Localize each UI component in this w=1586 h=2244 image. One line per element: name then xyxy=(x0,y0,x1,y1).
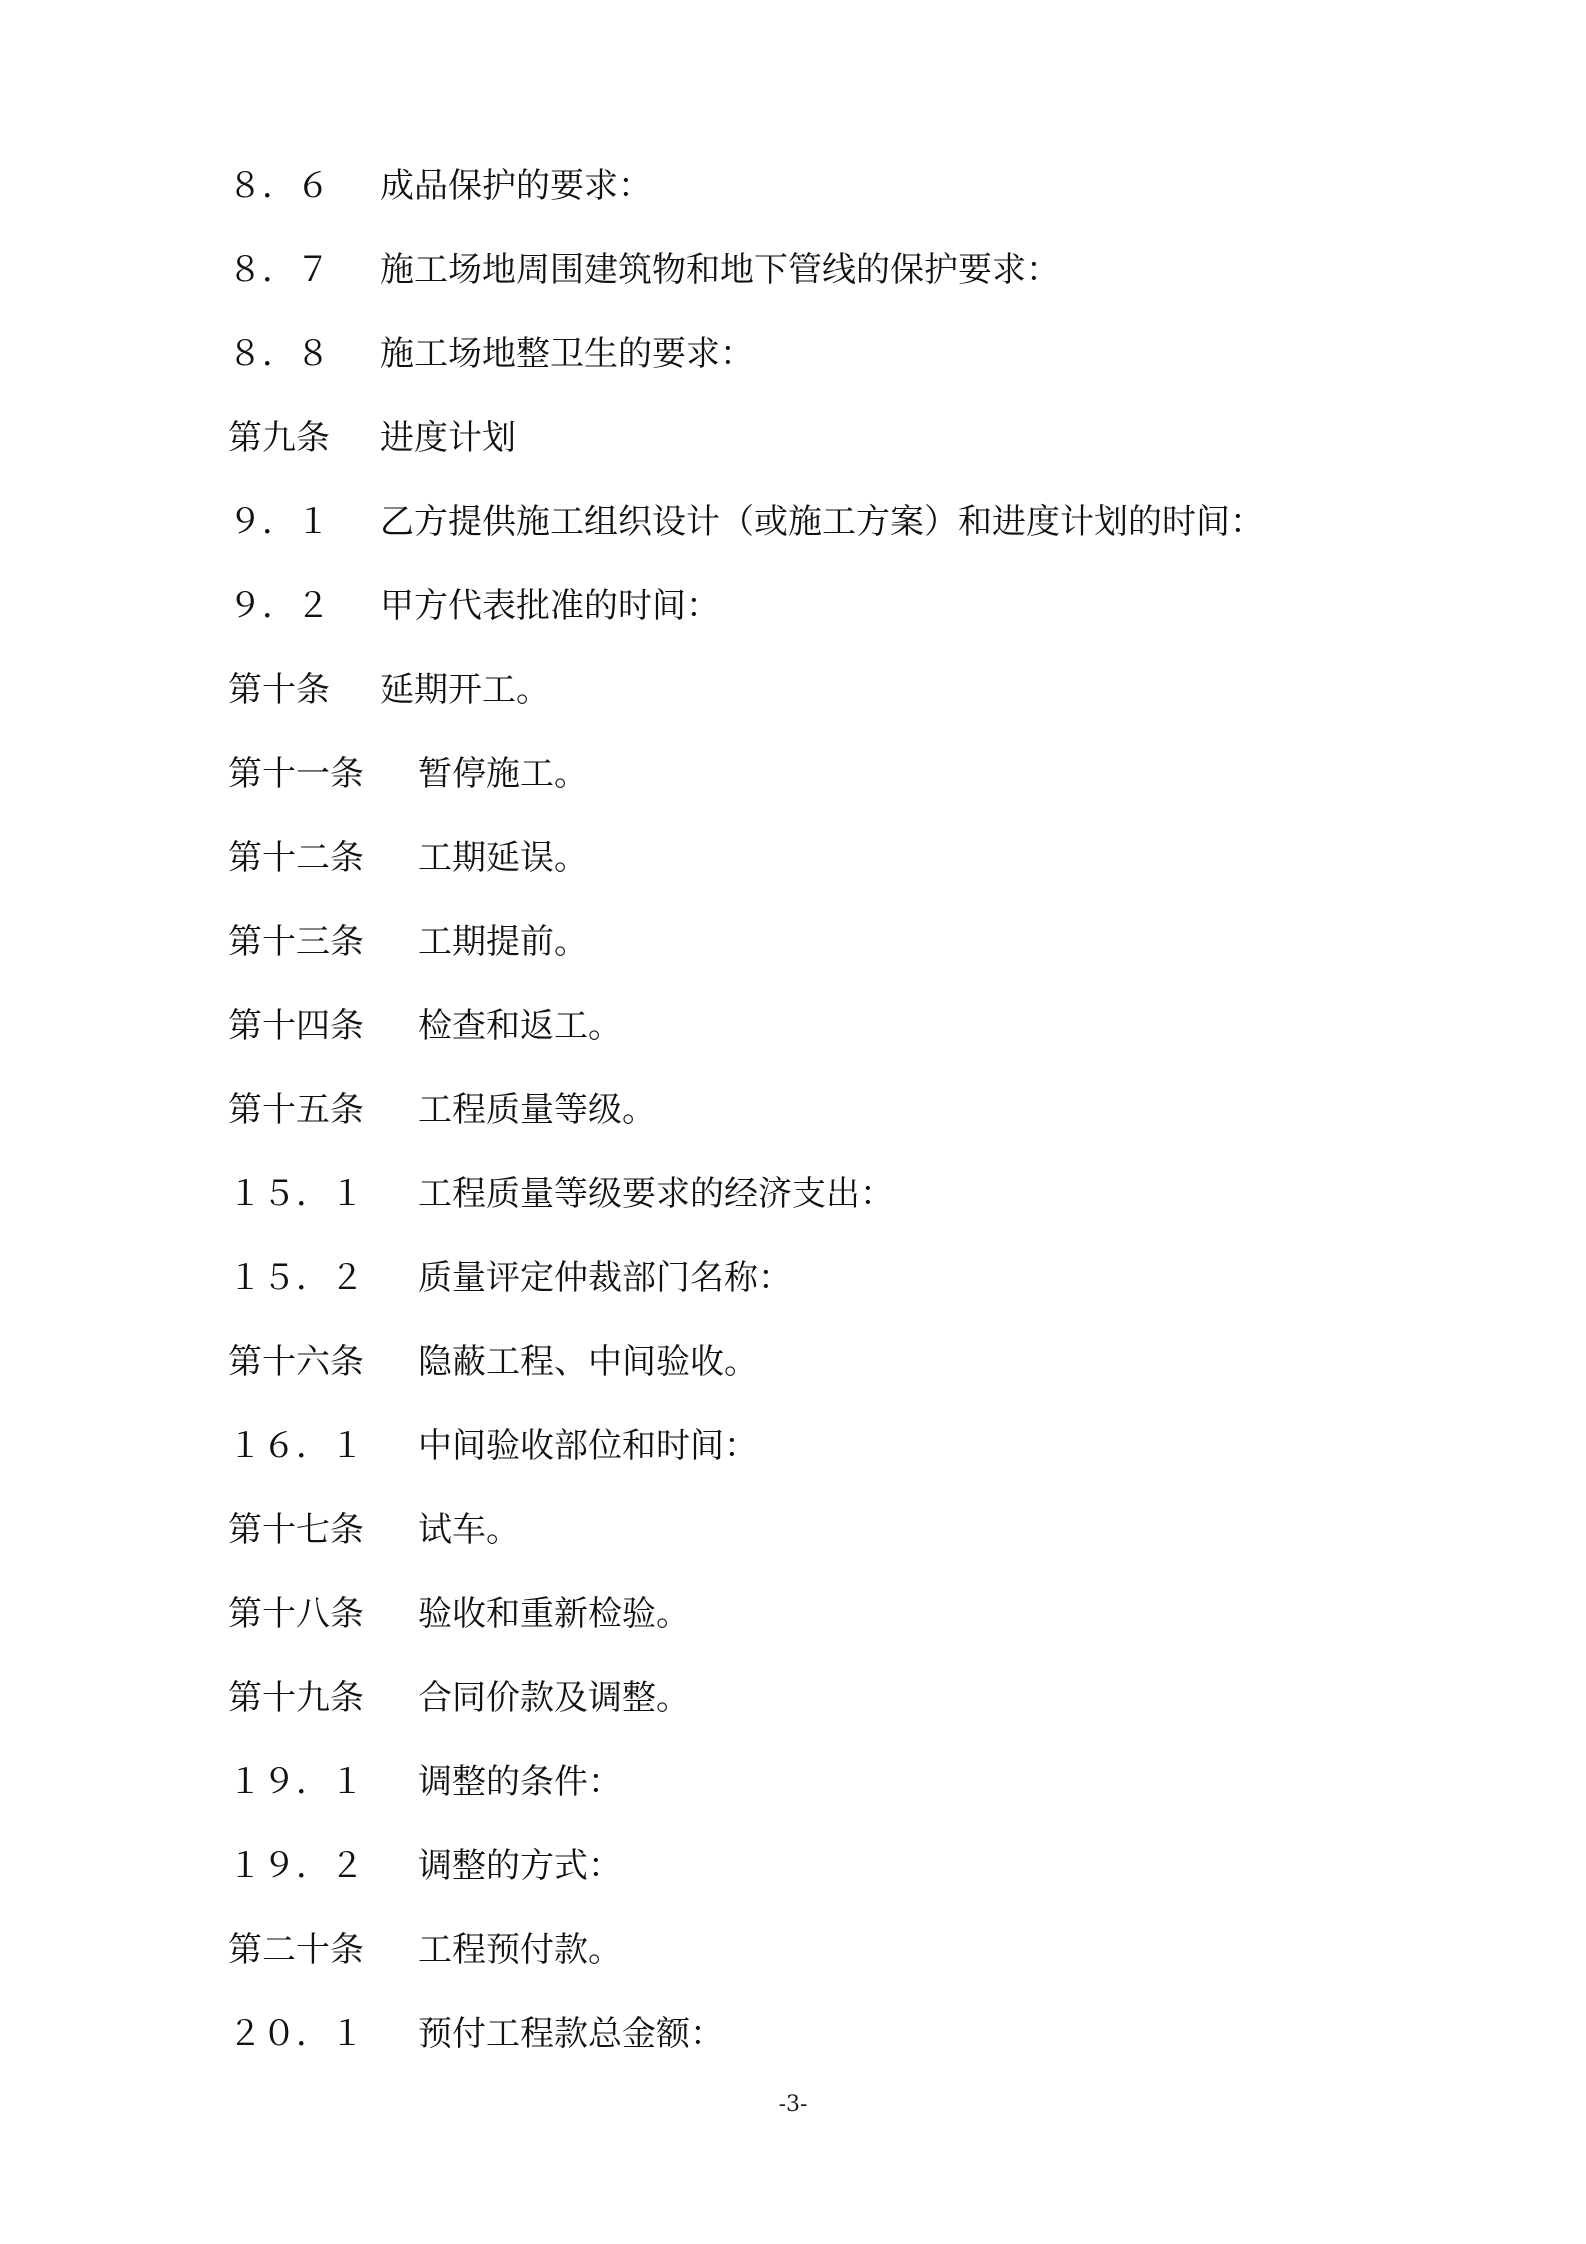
article-16 xyxy=(228,1332,758,1392)
article-title: 工期提前。 xyxy=(418,922,588,962)
article-title: 合同价款及调整。 xyxy=(418,1678,690,1718)
article-20 xyxy=(228,1920,622,1980)
clause-text: 乙方提供施工组织设计（或施工方案）和进度计划的时间： xyxy=(380,502,1264,542)
article-title: 工程质量等级。 xyxy=(418,1090,656,1130)
clause-number: １５．２ xyxy=(228,1258,364,1298)
article-title: 试车。 xyxy=(418,1510,520,1550)
article-number: 第十七条 xyxy=(228,1510,364,1550)
clause-number: ８．７ xyxy=(228,250,330,290)
article-title: 工程预付款。 xyxy=(418,1930,622,1970)
clause-text: 预付工程款总金额： xyxy=(418,2014,724,2054)
clause-20-1 xyxy=(228,2004,724,2064)
page-number: -3- xyxy=(778,2092,808,2117)
article-number: 第十一条 xyxy=(228,754,364,794)
clause-number: １９．２ xyxy=(228,1846,364,1886)
clause-8-7 xyxy=(228,240,1060,300)
clause-text: 调整的条件： xyxy=(418,1762,622,1802)
article-title: 检查和返工。 xyxy=(418,1006,622,1046)
clause-text: 中间验收部位和时间： xyxy=(418,1426,758,1466)
clause-number: １６．１ xyxy=(228,1426,364,1466)
clause-15-2 xyxy=(228,1248,792,1308)
article-number: 第十六条 xyxy=(228,1342,364,1382)
clause-text: 调整的方式： xyxy=(418,1846,622,1886)
clause-16-1 xyxy=(228,1416,758,1476)
article-11 xyxy=(228,744,588,804)
article-number: 第十条 xyxy=(228,670,330,710)
article-number: 第二十条 xyxy=(228,1930,364,1970)
article-number: 第九条 xyxy=(228,418,330,458)
clause-8-8 xyxy=(228,324,754,384)
article-number: 第十三条 xyxy=(228,922,364,962)
article-17 xyxy=(228,1500,520,1560)
clause-text: 施工场地周围建筑物和地下管线的保护要求： xyxy=(380,250,1060,290)
article-number: 第十四条 xyxy=(228,1006,364,1046)
clause-text: 施工场地整卫生的要求： xyxy=(380,334,754,374)
clause-text: 成品保护的要求： xyxy=(380,166,652,206)
article-12 xyxy=(228,828,588,888)
article-10 xyxy=(228,660,550,720)
clause-number: ２０．１ xyxy=(228,2014,364,2054)
clause-number: ９．２ xyxy=(228,586,330,626)
article-title: 暂停施工。 xyxy=(418,754,588,794)
clause-number: １９．１ xyxy=(228,1762,364,1802)
clause-number: ８．８ xyxy=(228,334,330,374)
clause-number: ９．１ xyxy=(228,502,330,542)
article-14 xyxy=(228,996,622,1056)
clause-text: 工程质量等级要求的经济支出： xyxy=(418,1174,894,1214)
article-number: 第十八条 xyxy=(228,1594,364,1634)
article-title: 隐蔽工程、中间验收。 xyxy=(418,1342,758,1382)
clause-9-1 xyxy=(228,492,1264,552)
article-title: 进度计划 xyxy=(380,418,516,458)
clause-19-2 xyxy=(228,1836,622,1896)
article-9 xyxy=(228,408,516,468)
article-15 xyxy=(228,1080,656,1140)
article-number: 第十九条 xyxy=(228,1678,364,1718)
article-18 xyxy=(228,1584,690,1644)
article-number: 第十二条 xyxy=(228,838,364,878)
article-title: 延期开工。 xyxy=(380,670,550,710)
clause-text: 甲方代表批准的时间： xyxy=(380,586,720,626)
clause-8-6 xyxy=(228,156,652,216)
article-19 xyxy=(228,1668,690,1728)
clause-text: 质量评定仲裁部门名称： xyxy=(418,1258,792,1298)
article-title: 工期延误。 xyxy=(418,838,588,878)
clause-15-1 xyxy=(228,1164,894,1224)
article-number: 第十五条 xyxy=(228,1090,364,1130)
clause-number: ８．６ xyxy=(228,166,330,206)
article-13 xyxy=(228,912,588,972)
clause-number: １５．１ xyxy=(228,1174,364,1214)
article-title: 验收和重新检验。 xyxy=(418,1594,690,1634)
clause-19-1 xyxy=(228,1752,622,1812)
clause-9-2 xyxy=(228,576,720,636)
